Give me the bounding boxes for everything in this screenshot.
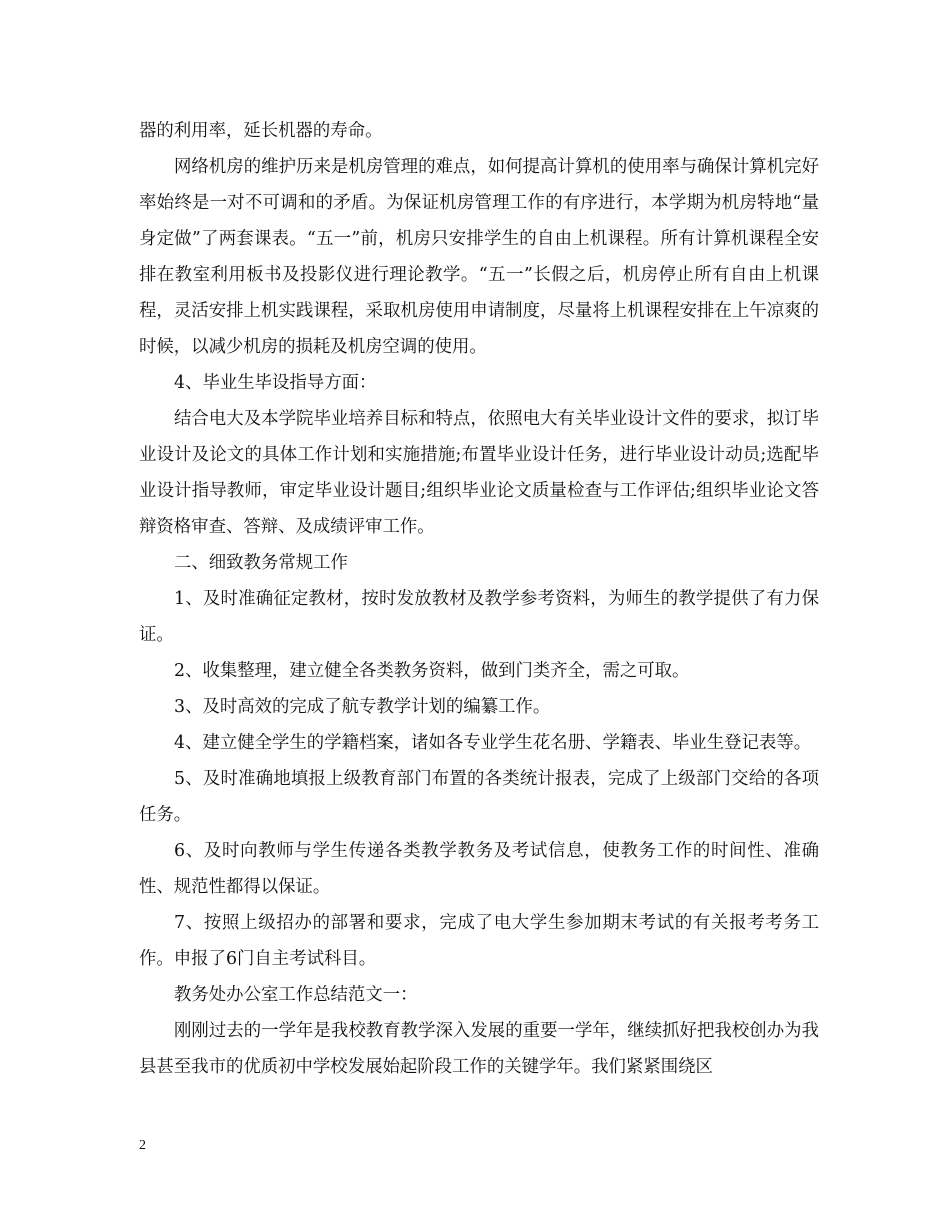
paragraph-12: 7、按照上级招办的部署和要求，完成了电大学生参加期末考试的有关报考考务工作。申报了6门自主考试科目。: [139, 913, 819, 969]
paragraph-6: 1、及时准确征定教材，按时发放教材及教学参考资料，为师生的教学提供了有力保证。: [139, 589, 819, 645]
paragraph-8: 3、及时高效的完成了航专教学计划的编纂工作。: [174, 697, 551, 717]
paragraph-5: 二、细致教务常规工作: [174, 553, 348, 573]
paragraph-2: 网络机房的维护历来是机房管理的难点，如何提高计算机的使用率与确保计算机完好率始终是一对不可调和的矛盾。为保证机房管理工作的有序进行，本学期为机房特地“量身定做”了两套课表。“五一”前，机房只安排学生的自由上机课程。所有计算机课程全安排在教室利用板书及投影仪进行理论教学。“五一”长假之后，机房停止所有自由上机课程，灵活安排上机实践课程，采取机房使用申请制度，尽量将上机课程安排在上午凉爽的时候，以减少机房的损耗及机房空调的使用。: [139, 157, 819, 357]
paragraph-13: 教务处办公室工作总结范文一：: [174, 985, 418, 1005]
paragraph-14: 刚刚过去的一学年是我校教育教学深入发展的重要一学年，继续抓好把我校创办为我县甚至我市的优质初中学校发展始起阶段工作的关键学年。我们紧紧围绕区: [139, 1021, 819, 1077]
paragraph-11: 6、及时向教师与学生传递各类教学教务及考试信息，使教务工作的时间性、准确性、规范性都得以保证。: [139, 841, 819, 897]
paragraph-9: 4、建立健全学生的学籍档案，诸如各专业学生花名册、学籍表、毕业生登记表等。: [174, 733, 812, 753]
paragraph-7: 2、收集整理，建立健全各类教务资料，做到门类齐全，需之可取。: [174, 661, 690, 681]
paragraph-10: 5、及时准确地填报上级教育部门布置的各类统计报表，完成了上级部门交给的各项任务。: [139, 769, 819, 825]
paragraph-1: 器的利用率，延长机器的寿命。: [139, 121, 383, 141]
document-body: [139, 113, 819, 1085]
paragraph-3: 4、毕业生毕设指导方面：: [174, 373, 377, 393]
page-number: 2: [139, 1138, 146, 1153]
paragraph-4: 结合电大及本学院毕业培养目标和特点，依照电大有关毕业设计文件的要求，拟订毕业设计及论文的具体工作计划和实施措施;布置毕业设计任务，进行毕业设计动员;选配毕业设计指导教师，审定毕业设计题目;组织毕业论文质量检查与工作评估;组织毕业论文答辩资格审查、答辩、及成绩评审工作。: [139, 409, 819, 537]
